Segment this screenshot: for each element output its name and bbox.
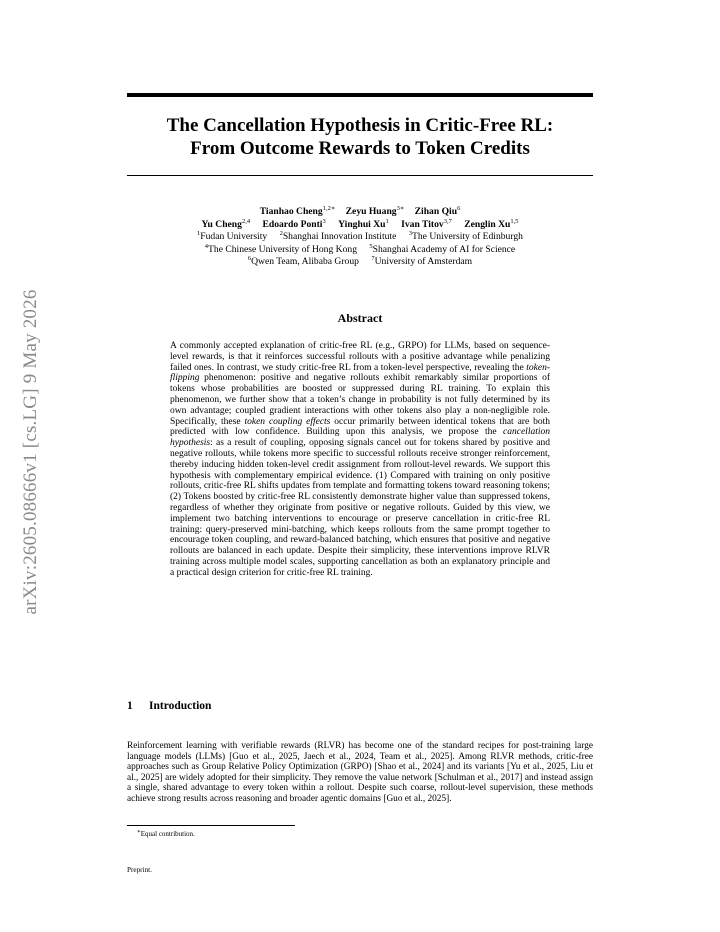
abstract-text: : as a result of coupling, opposing signals cancel out for tokens shared by positive and negative rollouts, while tokens more specific to successful rollouts receive stronger reinforcement, thereby inducing hidden token-level credit assignment from rollout-level rewards. We support this hypothesis with complementary empirical evidence. (1) Compared with training on only positive rollouts, critic-free RL shifts updates from template and formatting tokens toward reasoning tokens; (2) Tokens boosted by critic-free RL consistently demonstrate higher value than suppressed tokens, regardless of whether they originate from positive or negative rollouts. Guided by this view, we implement two batching interventions to encourage or preserve cancellation in critic-free RL training: query-preserved mini-batching, which keeps rollouts from the same prompt together to encourage token coupling, and reward-balanced batching, which ensures that positive and negative rollouts are balanced in each update. Despite their simplicity, these interventions improve RLVR training across multiple model scales, supporting cancellation as both an explanatory principle and a practical design criterion for critic-free RL training. [170, 438, 550, 578]
abstract-emphasis: cancellation hypothesis [170, 427, 550, 449]
author-affil-mark: 1,2∗ [322, 205, 336, 212]
author-affil-mark: 1 [385, 217, 389, 225]
paper-title [127, 114, 593, 160]
section-title: Introduction [149, 700, 212, 712]
abstract-text: occur primarily between identical tokens that are both predicted with low confidence. Building upon this analysis, we propose the [170, 416, 550, 438]
footnote-mark: ∗ [137, 829, 141, 835]
arxiv-identifier-text: arXiv:2605.08666v1 [cs.LG] 9 May 2026 [20, 289, 41, 615]
author-name: Edoardo Ponti [262, 218, 323, 230]
affil-number: 6 [247, 255, 252, 262]
author-name: Tianhao Cheng [259, 206, 323, 217]
author-block [127, 206, 593, 269]
author-name: Zeyu Huang [345, 206, 397, 217]
affiliation-row-1 [127, 231, 593, 244]
title-line-1: The Cancellation Hypothesis in Critic-Free RL: [166, 115, 554, 136]
affiliation: Fudan University [200, 231, 268, 242]
affil-number: 1 [197, 230, 201, 237]
affil-number: 5 [369, 242, 373, 250]
affiliation-row-3 [127, 256, 593, 269]
arxiv-identifier-sidebar [16, 262, 46, 642]
abstract-body [170, 341, 550, 579]
abstract-text: A commonly accepted explanation of critic-free RL (e.g., GRPO) for LLMs, based on sequence-level rewards, is that it reinforces successful rollouts with a positive advantage while penalizing failed ones. In contrast, we study critic-free RL from a token-level perspective, revealing the [170, 341, 550, 373]
author-name: Ivan Titov [401, 218, 444, 230]
author-affil-mark: 6 [457, 205, 461, 212]
footnote-rule [127, 825, 295, 826]
author-name: Yinghui Xu [338, 218, 386, 230]
affil-number: 7 [371, 255, 375, 262]
preprint-label: Preprint. [127, 866, 152, 874]
author-row-1 [127, 206, 593, 219]
affiliation: Shanghai Academy of AI for Science [372, 243, 516, 255]
affiliation: Shanghai Innovation Institute [282, 231, 397, 242]
abstract-emphasis: token-flipping [170, 362, 550, 384]
title-line-2: From Outcome Rewards to Token Credits [190, 138, 530, 159]
affiliation: The University of Edinburgh [412, 231, 523, 242]
affil-number: 2 [279, 230, 283, 237]
abstract-emphasis: token coupling effects [244, 416, 331, 427]
section-heading [127, 700, 211, 712]
title-top-rule [127, 93, 593, 97]
affil-number: 3 [408, 230, 413, 237]
author-name: Yu Cheng [201, 218, 242, 230]
author-affil-mark: 1,5 [510, 217, 519, 225]
author-affil-mark: 3,7 [443, 217, 452, 225]
affiliation-row-2 [127, 244, 593, 257]
affiliation: University of Amsterdam [374, 256, 473, 267]
author-affil-mark: 3∗ [396, 205, 405, 212]
abstract-text: phenomenon: positive and negative rollouts exhibit remarkably similar proportions of tokens whose probabilities are boosted or suppressed during RL training. To explain this phenomenon, we further show that a token’s change in probability is not fully determined by its own advantage; coupled gradient interactions with other tokens also play a non-negligible role. Specifically, these [170, 373, 550, 427]
author-affil-mark: 3 [322, 217, 326, 225]
abstract-heading: Abstract [337, 311, 383, 325]
affil-number: 4 [204, 242, 209, 250]
intro-paragraph: Reinforcement learning with verifiable rewards (RLVR) has become one of the standard recipes for post-training large language models (LLMs) [Guo et al., 2025, Jaech et al., 2024, Team et al., 2025]. Among RLVR methods, critic-free approaches such as Group Relative Policy Optimization (GRPO) [Shao et al., 2024] and its variants [Yu et al., 2025, Liu et al., 2025] are widely adopted for their simplicity. They remove the value network [Schulman et al., 2017] and instead assign a single, shared advantage to every token within a rollout. Despite such coarse, rollout-level supervision, these methods achieve strong results across reasoning and broader agentic domains [Guo et al., 2025]. [127, 741, 593, 804]
section-number: 1 [127, 700, 133, 712]
author-name: Zihan Qiu [414, 206, 458, 217]
author-name: Zenglin Xu [464, 218, 511, 230]
affiliation: The Chinese University of Hong Kong [208, 243, 357, 255]
footnote [137, 830, 195, 838]
affiliation: Qwen Team, Alibaba Group [251, 256, 359, 267]
footnote-text: Equal contribution. [140, 830, 195, 838]
title-bottom-rule [127, 175, 593, 176]
author-affil-mark: 2,4 [241, 217, 251, 225]
